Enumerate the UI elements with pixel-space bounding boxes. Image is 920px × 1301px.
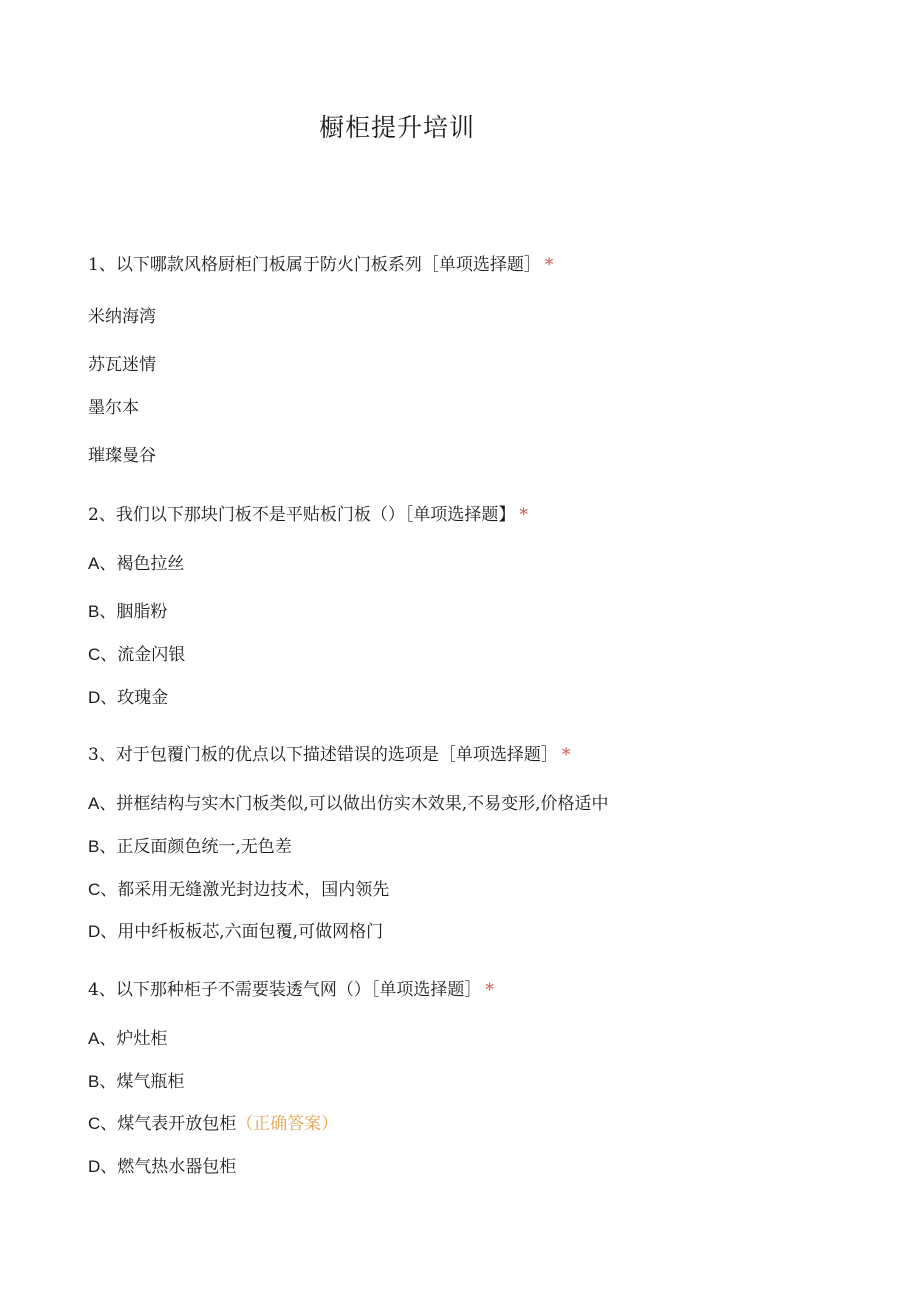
option-prefix: C、 <box>88 880 118 899</box>
option-text: 炉灶柜 <box>116 1029 168 1049</box>
option-q1-1[interactable] <box>88 302 156 327</box>
option-prefix: B、 <box>88 1072 117 1091</box>
option-text: 流金闪银 <box>117 645 186 665</box>
option-q3-b[interactable] <box>88 832 292 857</box>
question-text: 4、以下那种柜子不需要装透气网（）［单项选择题］ <box>88 980 482 1000</box>
option-text: 玫瑰金 <box>117 688 169 708</box>
option-prefix: A、 <box>88 554 117 573</box>
option-q4-d[interactable] <box>88 1152 236 1177</box>
option-q4-c[interactable] <box>88 1109 338 1134</box>
option-text: 正反面颜色统一,无色差 <box>116 837 292 857</box>
correct-answer-label: （正确答案） <box>236 1114 339 1134</box>
option-q2-c[interactable] <box>88 640 185 665</box>
option-prefix: D、 <box>88 922 118 941</box>
option-text: 苏瓦迷情 <box>88 355 156 375</box>
page-title: 橱柜提升培训 <box>318 113 475 142</box>
option-q4-a[interactable] <box>88 1024 167 1049</box>
required-mark: * <box>544 255 554 275</box>
option-q2-d[interactable] <box>88 683 168 708</box>
option-prefix: D、 <box>88 1157 118 1176</box>
option-prefix: B、 <box>88 602 117 621</box>
option-text: 璀璨曼谷 <box>88 446 156 466</box>
option-q3-c[interactable] <box>88 875 389 900</box>
question-text: 1、以下哪款风格厨柜门板属于防火门板系列［单项选择题］ <box>88 255 541 275</box>
option-text: 胭脂粉 <box>116 602 168 622</box>
option-prefix: A、 <box>88 794 117 813</box>
option-prefix: C、 <box>88 645 118 664</box>
required-mark: * <box>561 745 571 765</box>
option-text: 煤气瓶柜 <box>116 1072 185 1092</box>
option-text: 都采用无缝激光封边技术，国内领先 <box>117 880 390 900</box>
option-prefix: B、 <box>88 837 117 856</box>
option-text: 墨尔本 <box>88 398 139 418</box>
option-prefix: A、 <box>88 1029 117 1048</box>
option-text: 用中纤板板芯,六面包覆,可做网格门 <box>117 922 384 942</box>
required-mark: * <box>519 505 528 525</box>
option-text: 褐色拉丝 <box>116 554 185 574</box>
option-q3-a[interactable] <box>88 789 609 814</box>
option-text: 米纳海湾 <box>88 307 156 327</box>
question-3 <box>88 740 570 765</box>
option-prefix: C、 <box>88 1114 118 1133</box>
required-mark: * <box>485 980 494 1000</box>
option-q1-2[interactable] <box>88 350 156 375</box>
option-text: 拼框结构与实木门板类似,可以做出仿实木效果,不易变形,价格适中 <box>116 794 609 814</box>
option-q4-b[interactable] <box>88 1067 184 1092</box>
option-prefix: D、 <box>88 688 118 707</box>
option-q1-3[interactable] <box>88 393 139 418</box>
option-q1-4[interactable] <box>88 441 156 466</box>
option-q2-a[interactable] <box>88 549 184 574</box>
option-text: 燃气热水器包柜 <box>117 1157 237 1177</box>
question-2 <box>88 500 528 525</box>
option-q3-d[interactable] <box>88 917 383 942</box>
question-1 <box>88 250 553 275</box>
question-text: 3、对于包覆门板的优点以下描述错误的选项是［单项选择题］ <box>88 745 558 765</box>
question-text: 2、我们以下那块门板不是平贴板门板（）［单项选择题】 <box>88 505 516 525</box>
option-q2-b[interactable] <box>88 597 167 622</box>
option-text: 煤气表开放包柜 <box>117 1114 237 1134</box>
question-4 <box>88 975 494 1000</box>
